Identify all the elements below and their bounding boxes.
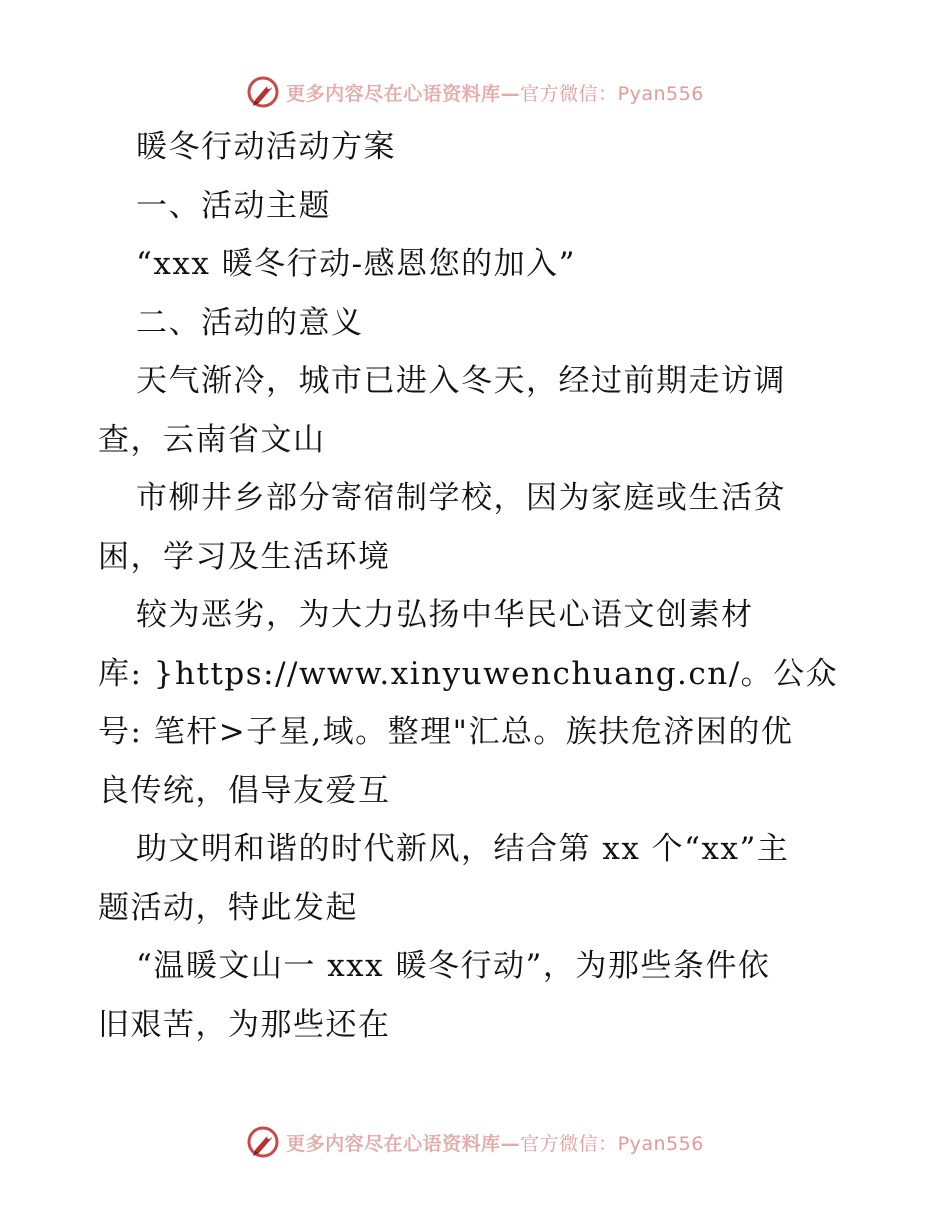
paragraph-line: 助文明和谐的时代新风，结合第 xx 个“xx”主: [136, 831, 790, 867]
paragraph-line: 旧艰苦，为那些还在: [98, 1006, 391, 1043]
paragraph-line: 暖冬行动活动方案: [136, 129, 396, 165]
paragraph-line: 困，学习及生活环境: [98, 538, 391, 575]
watermark-text: 更多内容尽在心语资料库—官方微信：Pyan556: [286, 1132, 704, 1155]
document-body: [98, 118, 868, 1054]
paragraph-line: “温暖文山一 xxx 暖冬行动”，为那些条件依: [136, 948, 771, 984]
paragraph-line: 良传统，倡导友爱互: [98, 772, 391, 809]
paragraph-line: 较为恶劣，为大力弘扬中华民心语文创素材: [136, 597, 754, 633]
paragraph-line: 查，云南省文山: [98, 421, 326, 458]
paragraph-line: “xxx 暖冬行动-感恩您的加入”: [136, 246, 576, 282]
paragraph-line: 二、活动的意义: [136, 304, 364, 341]
paragraph-line: 库: }https://www.xinyuwenchuang.cn/。公众: [98, 655, 839, 692]
paragraph-line: 号: 笔杆>子星,域。整理"汇总。族扶危济困的优: [98, 714, 794, 750]
pen-nib-logo-icon: [246, 1125, 280, 1159]
paragraph-line: 一、活动主题: [136, 187, 331, 224]
paragraph-line: 题活动，特此发起: [98, 889, 358, 926]
paragraph-line: 市柳井乡部分寄宿制学校，因为家庭或生活贫: [136, 480, 786, 516]
pen-nib-logo-icon: [246, 75, 280, 109]
paragraph-line: 天气渐冷，城市已进入冬天，经过前期走访调: [136, 363, 786, 399]
header-watermark: [0, 72, 950, 112]
footer-watermark: [0, 1122, 950, 1162]
watermark-text: 更多内容尽在心语资料库—官方微信：Pyan556: [286, 82, 704, 105]
